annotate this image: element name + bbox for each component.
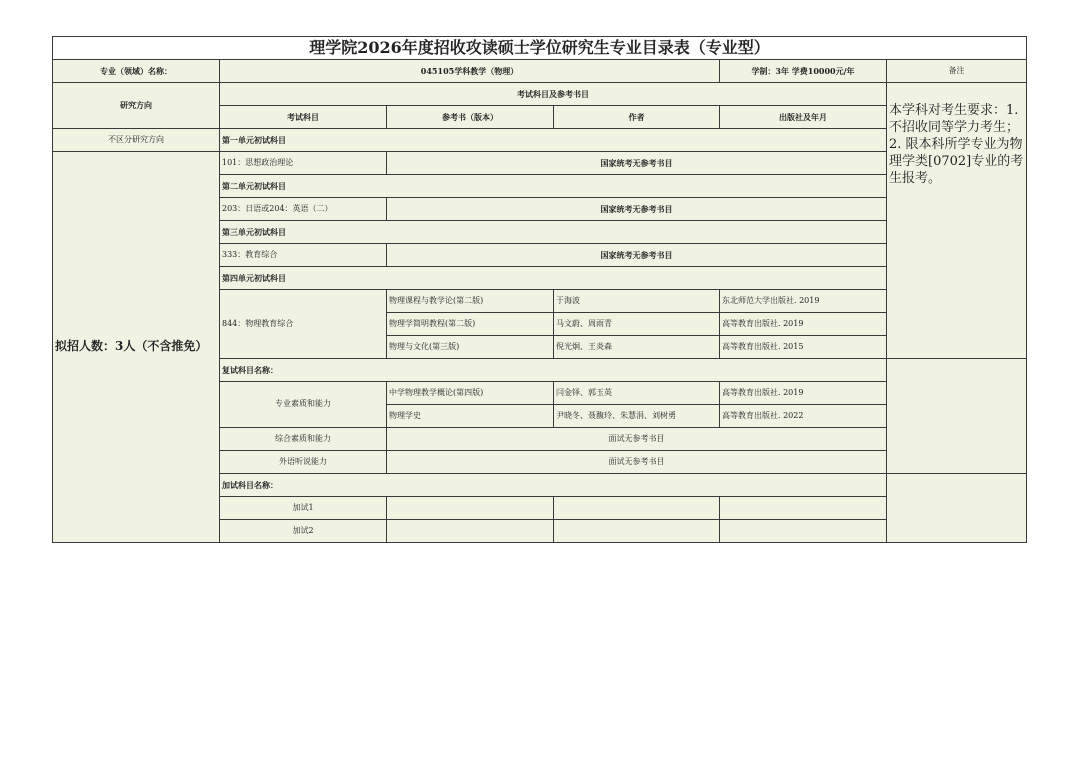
empty-cell <box>720 520 887 543</box>
table-cell: 高等教育出版社. 2015 <box>720 336 887 359</box>
table-cell: 高等教育出版社. 2022 <box>720 405 887 428</box>
subject-header: 考试科目 <box>220 106 387 129</box>
empty-cell <box>387 497 554 520</box>
unit3-subject: 333：教育综合 <box>220 244 387 267</box>
unit4-label: 第四单元初试科目 <box>220 267 887 290</box>
major-label: 专业（领域）名称： <box>53 60 220 83</box>
empty-cell <box>387 520 554 543</box>
retest-no-book-3: 面试无参考书目 <box>387 451 887 474</box>
page-title: 理学院2026年度招收攻读硕士学位研究生专业目录表（专业型） <box>53 37 1027 60</box>
direction-value: 不区分研究方向 <box>53 129 220 152</box>
unit1-label: 第一单元初试科目 <box>220 129 887 152</box>
unit3-no-book: 国家统考无参考书目 <box>387 244 887 267</box>
extra-test-2: 加试2 <box>220 520 387 543</box>
retest-no-book-2: 面试无参考书目 <box>387 428 887 451</box>
author-header: 作者 <box>554 106 720 129</box>
extra-test-1: 加试1 <box>220 497 387 520</box>
publisher-header: 出版社及年月 <box>720 106 887 129</box>
unit2-no-book: 国家统考无参考书目 <box>387 198 887 221</box>
table-cell: 物理与文化(第三版) <box>387 336 554 359</box>
group-header: 考试科目及参考书目 <box>220 83 887 106</box>
retest-label: 复试科目名称： <box>220 359 887 382</box>
unit1-no-book: 国家统考无参考书目 <box>387 152 887 175</box>
requirements-note: 本学科对考生要求：1. 不招收同等学力考生；2. 限本科所学专业为物理学类[0702]专业的考生报考。 <box>887 83 1027 359</box>
table-cell: 倪光炯、王炎森 <box>554 336 720 359</box>
unit4-subject: 844：物理教育综合 <box>220 290 387 359</box>
table-cell: 闫金铎、郭玉英 <box>554 382 720 405</box>
empty-cell <box>887 359 1027 474</box>
book-header: 参考书（版本） <box>387 106 554 129</box>
table-cell: 物理课程与教学论(第二版) <box>387 290 554 313</box>
study-info: 学制：3年 学费10000元/年 <box>720 60 887 83</box>
table-cell: 物理学史 <box>387 405 554 428</box>
table-cell: 东北师范大学出版社. 2019 <box>720 290 887 313</box>
catalog-table <box>52 36 1027 543</box>
table-cell: 高等教育出版社. 2019 <box>720 382 887 405</box>
empty-cell <box>887 474 1027 543</box>
unit1-subject: 101：思想政治理论 <box>220 152 387 175</box>
direction-header: 研究方向 <box>53 83 220 129</box>
table-cell: 物理学简明教程(第二版) <box>387 313 554 336</box>
unit2-label: 第二单元初试科目 <box>220 175 887 198</box>
table-cell: 于海波 <box>554 290 720 313</box>
quota-text: 拟招人数：3人（不含推免） <box>53 152 220 543</box>
unit2-subject: 203：日语或204：英语（二） <box>220 198 387 221</box>
empty-cell <box>554 520 720 543</box>
table-cell: 马文蔚、周雨青 <box>554 313 720 336</box>
empty-cell <box>554 497 720 520</box>
unit3-label: 第三单元初试科目 <box>220 221 887 244</box>
table-cell: 高等教育出版社. 2019 <box>720 313 887 336</box>
table-cell: 尹晓冬、聂馥玲、朱慧涓、刘树勇 <box>554 405 720 428</box>
empty-cell <box>720 497 887 520</box>
extra-label: 加试科目名称： <box>220 474 887 497</box>
retest-subject-2: 综合素质和能力 <box>220 428 387 451</box>
major-value: 045105学科教学（物理） <box>220 60 720 83</box>
table-cell: 中学物理教学概论(第四版) <box>387 382 554 405</box>
remark-label: 备注 <box>887 60 1027 83</box>
retest-subject-1: 专业素质和能力 <box>220 382 387 428</box>
retest-subject-3: 外语听说能力 <box>220 451 387 474</box>
